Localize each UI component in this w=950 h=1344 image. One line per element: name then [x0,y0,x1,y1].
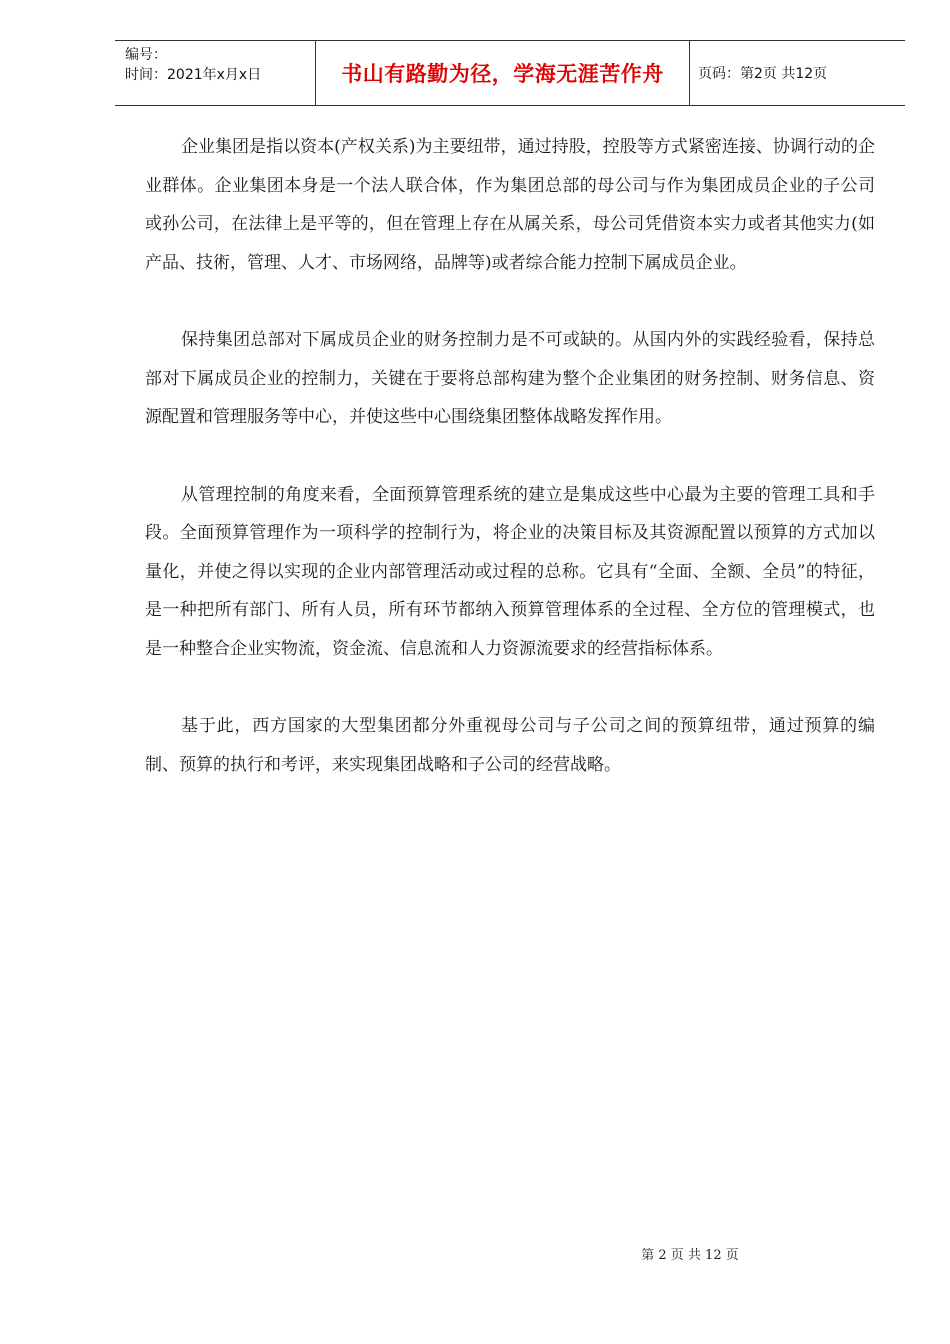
header-slogan: 书山有路勤为径，学海无涯苦作舟 [316,41,690,105]
serial-label: 编号： [125,47,167,63]
paragraph-4: 基于此，西方国家的大型集团都分外重视母公司与子公司之间的预算纽带，通过预算的编制、预算的执行和考评，来实现集团战略和子公司的经营战略。 [145,716,875,775]
paragraph-2: 保持集团总部对下属成员企业的财务控制力是不可或缺的。从国内外的实践经验看，保持总部对下属成员企业的控制力，关键在于要将总部构建为整个企业集团的财务控制、财务信息、资源配置和管理服务等中心，并使这些中心围绕集团整体战略发挥作用。 [145,330,875,427]
paragraph-1: 企业集团是指以资本(产权关系)为主要纽带，通过持股，控股等方式紧密连接、协调行动的企业群体。企业集团本身是一个法人联合体，作为集团总部的母公司与作为集团成员企业的子公司或孙公司，在法律上是平等的，但在管理上存在从属关系，母公司凭借资本实力或者其他实力(如产品、技術，管理、人才、市场网络，品牌等)或者综合能力控制下属成员企业。 [145,137,875,273]
document-body [145,128,875,784]
footer-page-number: 第 2 页 共 12 页 [641,1248,739,1263]
paragraph-3: 从管理控制的角度来看，全面预算管理系统的建立是集成这些中心最为主要的管理工具和手段。全面预算管理作为一项科学的控制行为，将企业的决策目标及其资源配置以预算的方式加以量化，并使之得以实现的企业内部管理活动或过程的总称。它具有“全面、全额、全员”的特征，是一种把所有部门、所有人员，所有环节都纳入预算管理体系的全过程、全方位的管理模式，也是一种整合企业实物流，资金流、信息流和人力资源流要求的经营指标体系。 [145,484,875,659]
page-footer [0,1244,950,1263]
page-header [115,40,905,106]
header-meta [115,41,316,105]
header-page-info: 页码：第2页 共12页 [698,66,828,82]
time-label: 时间：2021年x月x日 [125,67,262,83]
